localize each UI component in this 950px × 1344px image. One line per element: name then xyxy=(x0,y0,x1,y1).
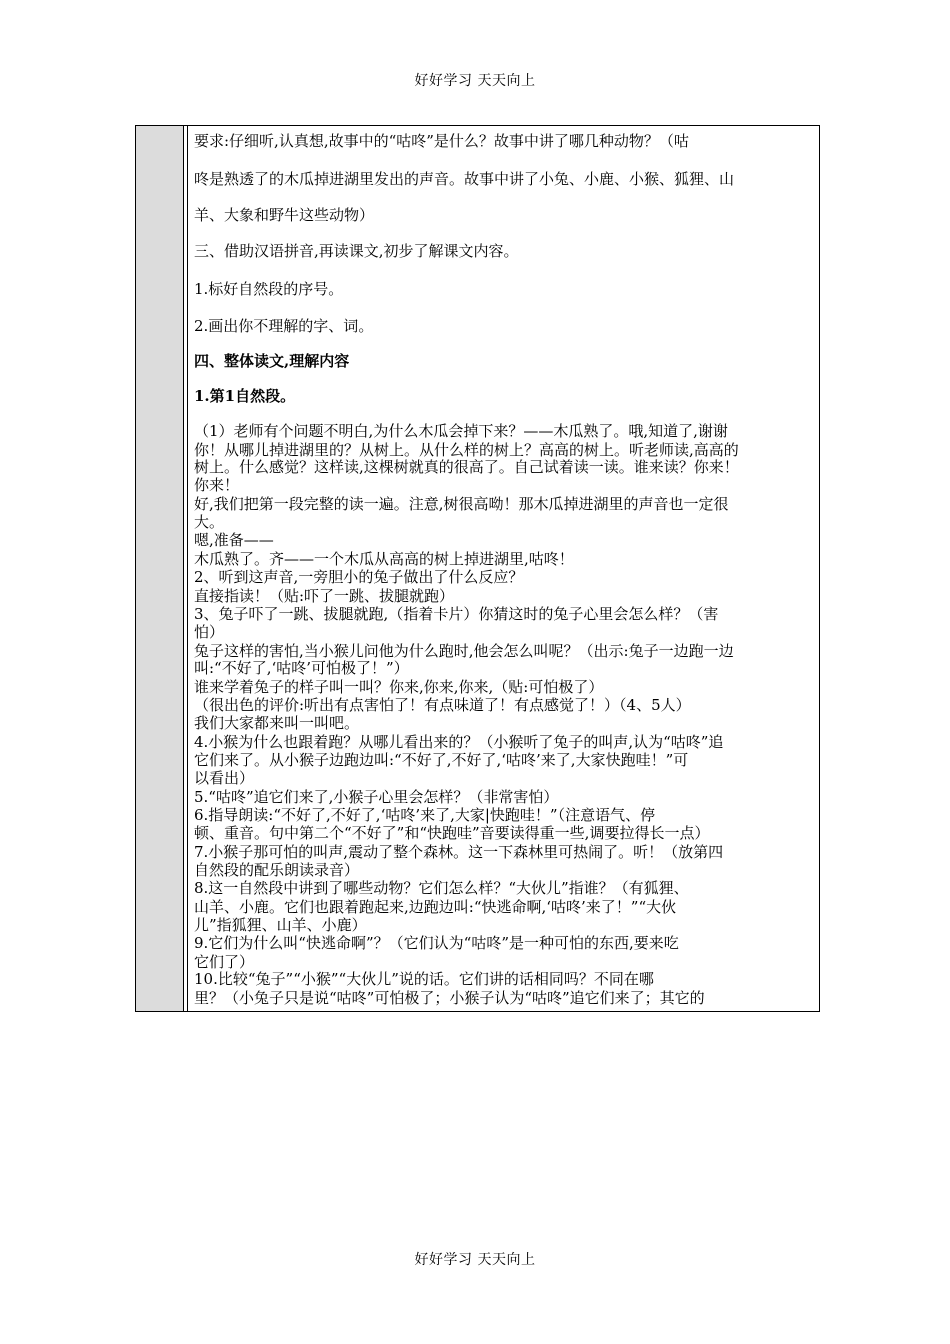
text-line: 木瓜熟了。齐——一个木瓜从高高的树上掉进湖里,咕咚！ xyxy=(194,549,574,568)
page-footer: 好好学习 天天向上 xyxy=(414,1252,536,1268)
text-line: 2、听到这声音,一旁胆小的兔子做出了什么反应？ xyxy=(194,568,524,587)
text-line: 它们来了。从小猴子边跑边叫:“不好了,不好了,‘咕咚’来了,大家快跑哇！”可 xyxy=(194,750,689,769)
text-line: 里？（小兔子只是说“咕咚”可怕极了；小猴子认为“咕咚”追它们来了；其它的 xyxy=(194,989,705,1007)
lesson-table xyxy=(135,125,820,1012)
text-line: 7.小猴子那可怕的叫声,震动了整个森林。这一下森林里可热闹了。听！（放第四 xyxy=(194,842,724,861)
text-line: 好,我们把第一段完整的读一遍。注意,树很高呦！那木瓜掉进湖里的声音也一定很 xyxy=(194,494,729,513)
text-line: 9.它们为什么叫“快逃命啊”？（它们认为“咕咚”是一种可怕的东西,要来吃 xyxy=(194,934,679,953)
text-line: 嗯,准备—— xyxy=(194,531,274,550)
text-line: 你来！ xyxy=(194,476,240,495)
text-line: 1.标好自然段的序号。 xyxy=(194,280,344,298)
page-header: 好好学习 天天向上 xyxy=(414,73,536,89)
text-line: 3、兔子吓了一跳、拔腿就跑,（指着卡片）你猜这时的兔子心里会怎么样？（害 xyxy=(194,604,719,623)
text-line: 以看出） xyxy=(194,769,255,788)
text-line: 叫:“不好了,‘咕咚’可怕极了！”） xyxy=(194,659,409,678)
section-heading: 四、整体读文,理解内容 xyxy=(194,352,350,370)
lesson-content xyxy=(194,126,811,1011)
text-line: 兔子这样的害怕,当小猴儿问他为什么跑时,他会怎么叫呢？（出示:兔子一边跑一边 xyxy=(194,641,734,660)
text-line: 儿”指狐狸、山羊、小鹿） xyxy=(194,915,367,934)
text-line: 羊、大象和野牛这些动物） xyxy=(194,206,375,224)
text-line: 自然段的配乐朗读录音） xyxy=(194,860,360,879)
text-line: 三、借助汉语拼音,再读课文,初步了解课文内容。 xyxy=(194,242,519,260)
text-line: 你！从哪儿掉进湖里的？从树上。从什么样的树上？高高的树上。听老师读,高高的 xyxy=(194,440,739,459)
text-line: （很出色的评价:听出有点害怕了！有点味道了！有点感觉了！）（4、5人） xyxy=(194,695,691,714)
text-line: 8.这一自然段中讲到了哪些动物？它们怎么样？“大伙儿”指谁？（有狐狸、 xyxy=(194,879,689,898)
text-line: 谁来学着兔子的样子叫一叫？你来,你来,你来,（贴:可怕极了） xyxy=(194,678,604,697)
text-line: 我们大家都来叫一叫吧。 xyxy=(194,714,360,733)
text-line: 咚是熟透了的木瓜掉进湖里发出的声音。故事中讲了小兔、小鹿、小猴、狐狸、山 xyxy=(194,170,735,188)
text-line: 树上。什么感觉？这样读,这棵树就真的很高了。自己试着读一读。谁来读？你来！ xyxy=(194,458,739,477)
text-line: 要求:仔细听,认真想,故事中的“咕咚”是什么？故事中讲了哪几种动物？（咕 xyxy=(194,132,689,150)
text-line: 10.比较“兔子”“小猴”“大伙儿”说的话。它们讲的话相同吗？不同在哪 xyxy=(194,970,654,989)
shaded-side-cell xyxy=(136,126,184,1011)
subsection-heading: 1.第1自然段。 xyxy=(194,387,296,405)
text-line: 直接指读！（贴:吓了一跳、拔腿就跑） xyxy=(194,586,455,605)
text-line: 山羊、小鹿。它们也跟着跑起来,边跑边叫:“快逃命啊,‘咕咚’来了！”“大伙 xyxy=(194,897,677,916)
narrow-divider-cell xyxy=(184,126,188,1011)
text-line: 5.“咕咚”追它们来了,小猴子心里会怎样？（非常害怕） xyxy=(194,787,559,806)
text-line: 怕） xyxy=(194,623,225,642)
text-line: 2.画出你不理解的字、词。 xyxy=(194,317,374,335)
text-line: 6.指导朗读:“不好了,不好了,‘咕咚’来了,大家|快跑哇！”（注意语气、停 xyxy=(194,806,656,825)
text-line: 大。 xyxy=(194,512,225,531)
text-line: （1）老师有个问题不明白,为什么木瓜会掉下来？——木瓜熟了。哦,知道了,谢谢 xyxy=(194,422,728,440)
text-line: 顿、重音。句中第二个“不好了”和“快跑哇”音要读得重一些,调要拉得长一点） xyxy=(194,824,710,843)
text-line: 它们了） xyxy=(194,952,255,971)
text-line: 4.小猴为什么也跟着跑？从哪儿看出来的？（小猴听了兔子的叫声,认为“咕咚”追 xyxy=(194,732,724,751)
